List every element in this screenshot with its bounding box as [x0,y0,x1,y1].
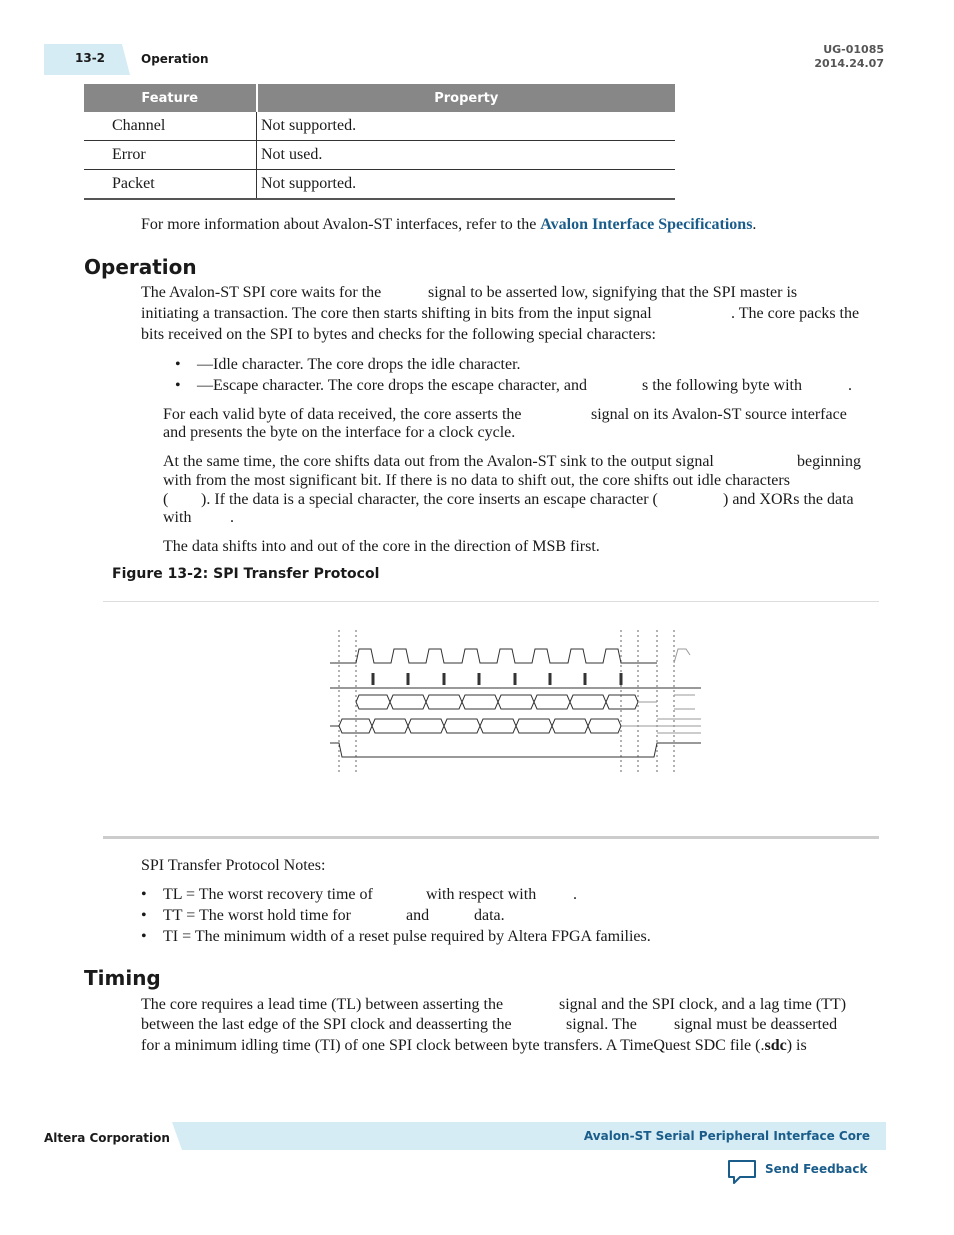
info-paragraph [141,214,756,235]
text-run: signal and the SPI clock, and a lag time (TT) [559,996,847,1013]
spi-timing-diagram [320,625,710,780]
op-line [141,282,381,303]
list-item: • —Idle character. The core drops the idle character. [197,354,521,375]
page-number: 13-2 [75,51,106,65]
op-line [731,303,859,324]
list-item: • TI = The minimum width of a reset pulse required by Altera FPGA families. [163,926,651,947]
table-header: Feature [84,84,257,112]
text-run: —Escape character. The core drops the escape character, and [197,377,587,394]
op-line: bits received on the SPI to bytes and checks for the following special characters: [141,326,656,343]
text-run: signal. The [566,1016,637,1033]
text-run: . The core packs the [731,305,860,322]
text-run: The core requires a lead time (TL) between asserting the [141,996,504,1013]
table-cell: Not supported. [257,112,676,141]
operation-heading: Operation [84,255,197,279]
text-run: initiating a transaction. The core then starts shifting in bits from the input signal [141,305,652,322]
text-run [141,1035,807,1056]
footer-doc-title: Avalon-ST Serial Peripheral Interface Core [583,1129,870,1143]
text-run: . [848,377,852,394]
text-run: with from the most significant bit. If there is no data to shift out, the core shifts out idle characters [163,472,790,489]
text-run: with [163,509,192,526]
text-run: sdc [764,1037,787,1054]
list-item [197,375,587,396]
table-row [84,170,675,200]
doc-date: 2014.24.07 [814,57,884,70]
doc-id-number: UG-01085 [823,43,884,56]
text-run: signal to be asserted low, signifying that the SPI master is [428,284,798,301]
list-item [163,884,373,905]
text-run: ) is [786,1037,807,1054]
text-run: signal on its Avalon-ST source interface [591,406,847,423]
footer-company: Altera Corporation [44,1131,170,1145]
table-cell: Error [84,141,257,170]
text-run: data. [474,907,505,924]
doc-id [814,43,884,71]
text-run: ). If the data is a special character, the core inserts an escape character ( [201,491,658,508]
info-end: . [752,216,757,233]
text-run: and [406,907,430,924]
text-run: TL = The worst recovery time of [163,886,373,903]
text-run: TT = The worst hold time for [163,907,351,924]
spec-link[interactable]: Avalon Interface Specifications [540,216,753,233]
notes-title: SPI Transfer Protocol Notes: [141,857,326,874]
table-header-row [84,84,675,112]
text-run: signal must be deasserted [674,1016,838,1033]
table-row [84,141,675,170]
list-item [163,905,351,926]
op-line [141,303,652,324]
table-cell: Not supported. [257,170,676,200]
table-row [84,112,675,141]
text-run: The data shifts into and out of the core in the direction of MSB first. [163,538,600,555]
table-cell: Channel [84,112,257,141]
table-cell: Packet [84,170,257,200]
text-run: for a minimum idling time (TI) of one SPI clock between byte transfers. A TimeQuest SDC file (. [141,1037,765,1054]
op-line [428,282,797,303]
text-run: and presents the byte on the interface for a clock cycle. [163,424,516,441]
info-text: For more information about Avalon-ST interfaces, refer to the [141,216,541,233]
figure-top-rule [103,601,879,602]
text-run: between the last edge of the SPI clock and deasserting the [141,1016,512,1033]
text-run: beginning [797,453,861,470]
text-run: At the same time, the core shifts data out from the Avalon-ST sink to the output signal [163,453,714,470]
table-cell: Not used. [257,141,676,170]
feature-table [84,84,675,200]
table-header: Property [257,84,676,112]
text-run: with respect with [426,886,537,903]
feedback-icon[interactable] [726,1158,758,1186]
text-run: . [230,509,234,526]
timing-heading: Timing [84,966,161,990]
send-feedback-link[interactable]: Send Feedback [765,1162,868,1176]
text-run: ) and XORs the data [723,491,854,508]
text-run: ( [163,491,169,508]
figure-bottom-rule [103,836,879,839]
text-run: . [573,886,577,903]
running-title: Operation [141,52,209,66]
text-run: s the following byte with [642,377,802,394]
text-run: The Avalon-ST SPI core waits for the [141,284,382,301]
text-run: For each valid byte of data received, the core asserts the [163,406,522,423]
figure-caption: Figure 13-2: SPI Transfer Protocol [112,566,380,582]
